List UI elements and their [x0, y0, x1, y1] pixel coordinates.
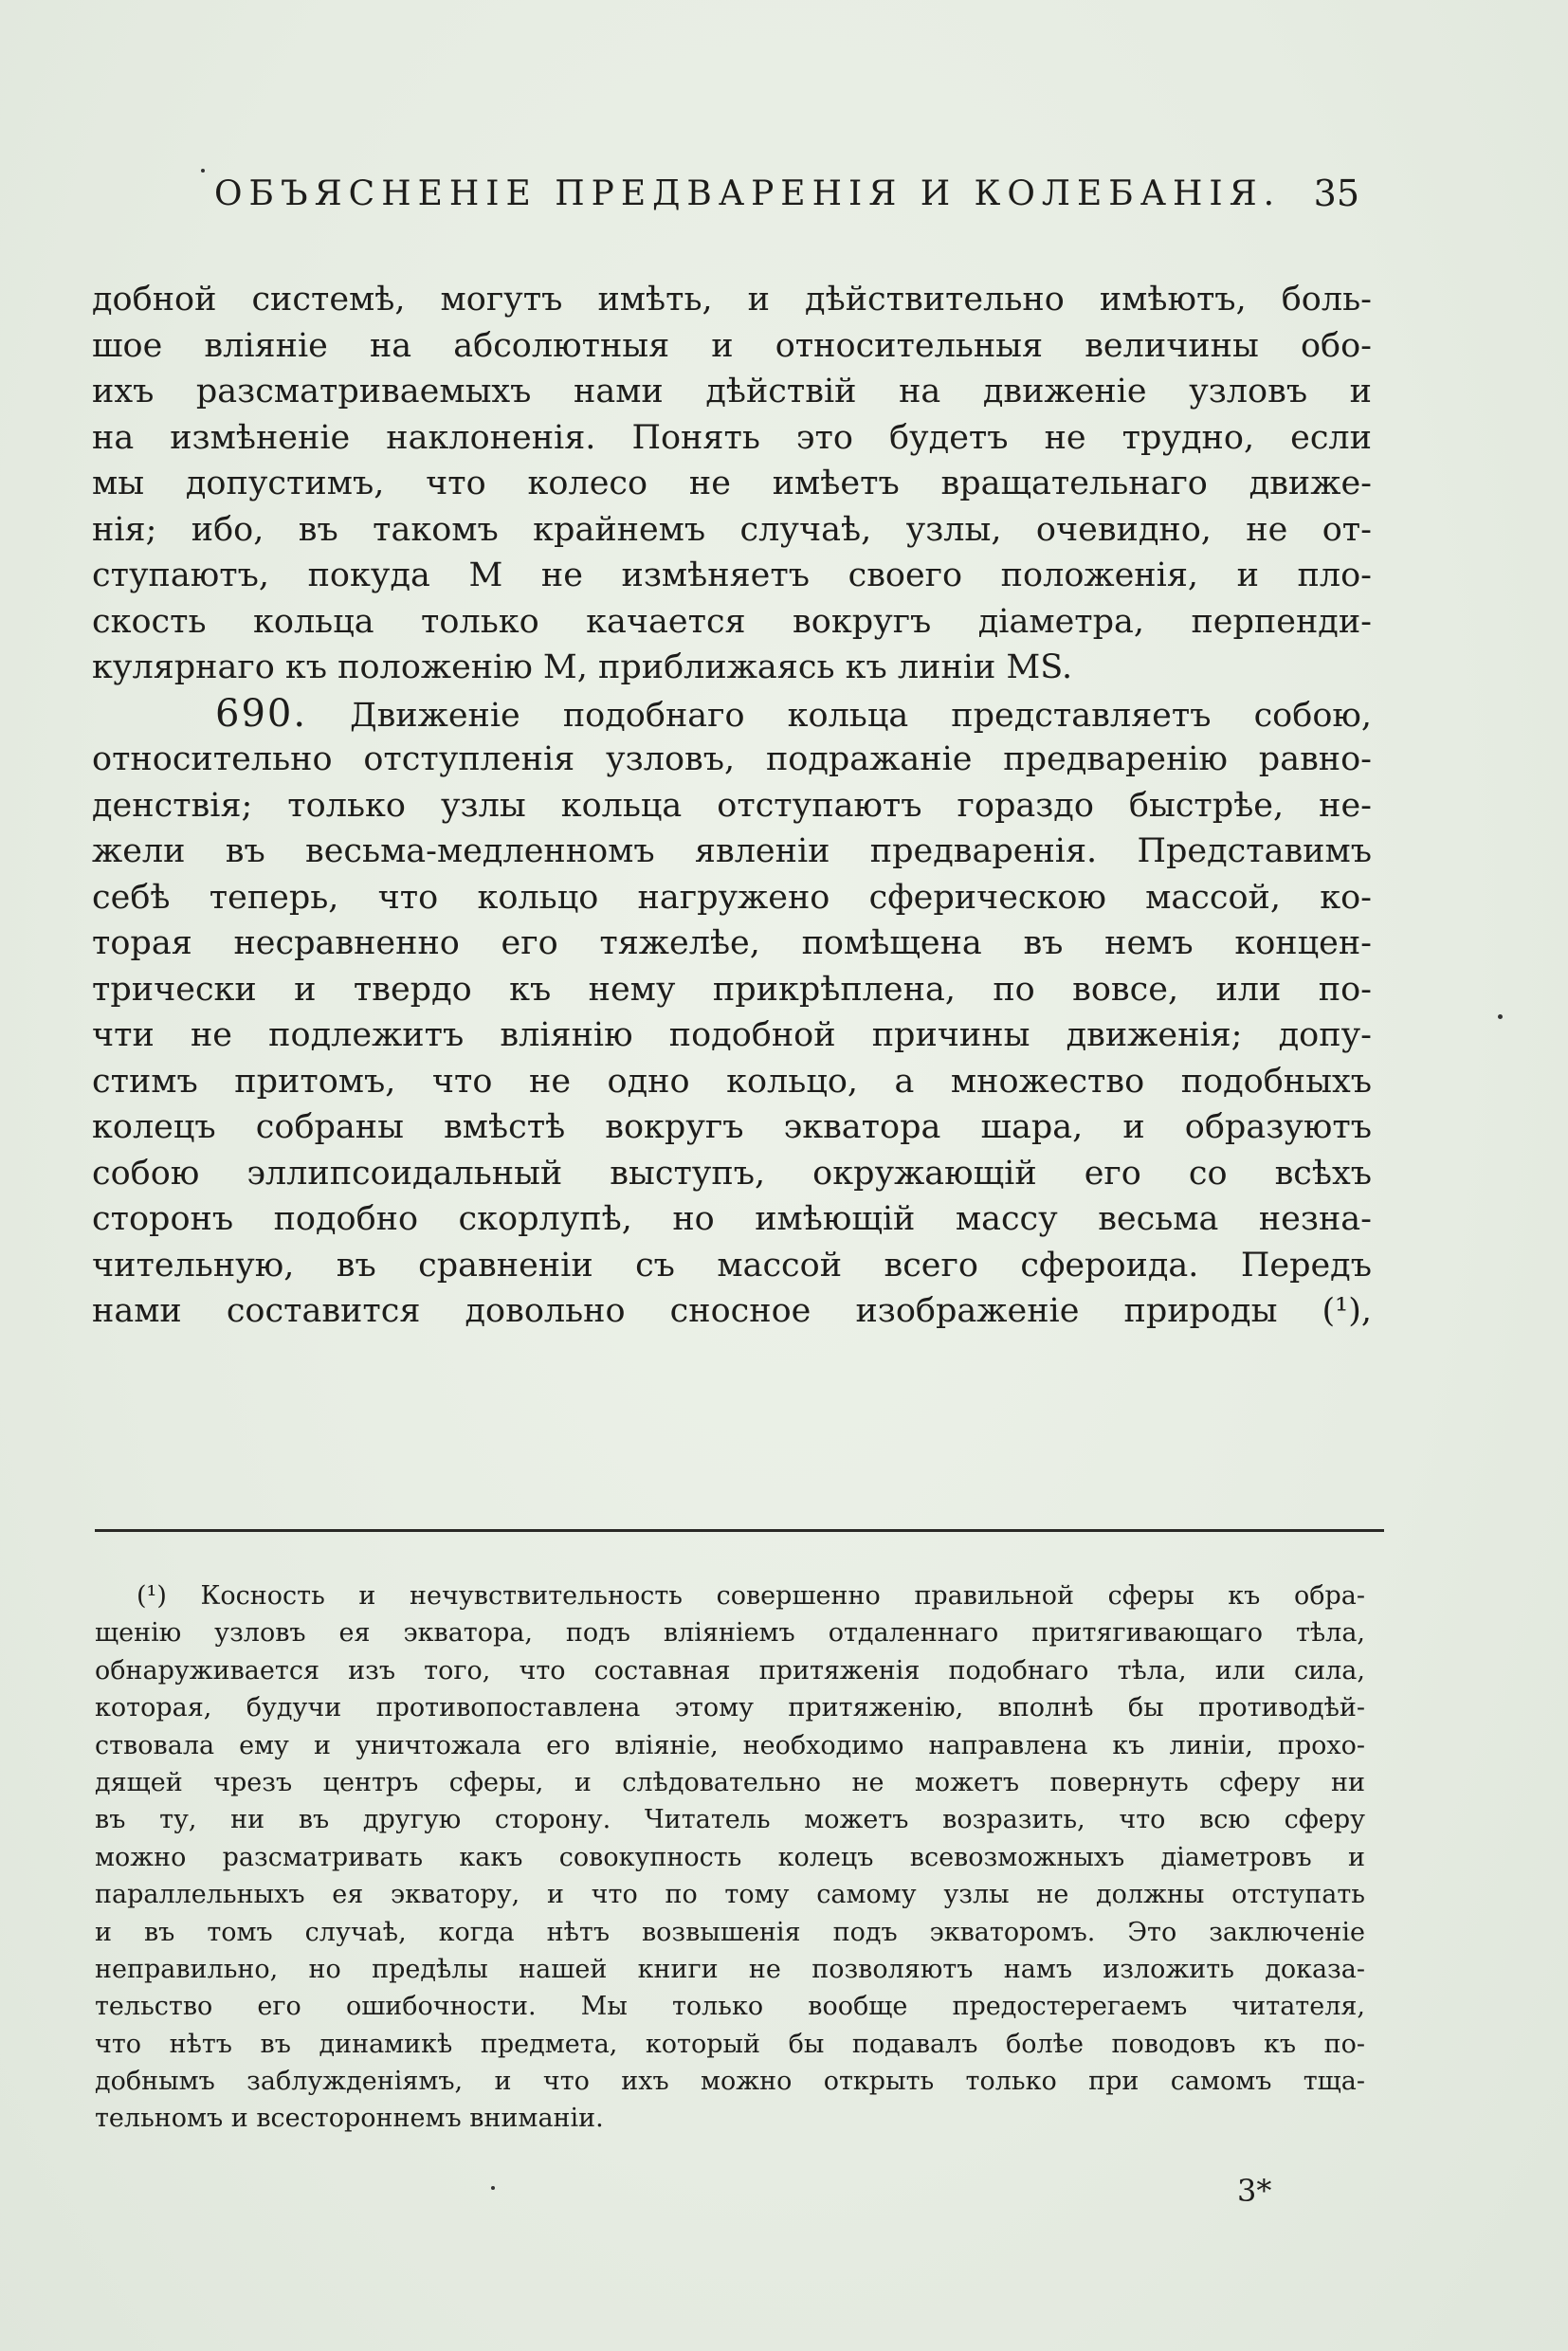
footnote-line: тельномъ и всестороннемъ вниманіи.	[95, 2104, 604, 2134]
text-line: себѣ теперь, что кольцо нагружено сферическою массой, ко-	[92, 878, 1372, 917]
footnote	[95, 1577, 1365, 2138]
text-line: на измѣненіе наклоненія. Понять это будетъ не трудно, если	[92, 418, 1372, 457]
footnote-line: (¹) Косность и нечувствительность совершенно правильной сферы къ обра-	[137, 1581, 1365, 1611]
text-line: чти не подлежитъ вліянію подобной причины движенія; допу-	[92, 1016, 1372, 1054]
paragraph-number: 690.	[215, 691, 308, 736]
text-line: ихъ разсматриваемыхъ нами дѣйствій на движеніе узловъ и	[92, 373, 1372, 410]
footnote-line: параллельныхъ ея экватору, и что по тому самому узлы не должны отступать	[95, 1880, 1365, 1910]
text-line: кулярнаго къ положенію М, приближаясь къ линіи MS.	[92, 648, 1073, 686]
paragraph-first-line	[92, 691, 1372, 738]
text-line: денствія; только узлы кольца отступаютъ гораздо быстрѣе, не-	[92, 786, 1372, 825]
footnote-line: дящей чрезъ центръ сферы, и слѣдовательно не можетъ повернуть сферу ни	[95, 1767, 1365, 1797]
paper-speck	[491, 2186, 495, 2190]
text-line: относительно отступленія узловъ, подражаніе предваренію равно-	[92, 740, 1372, 778]
footnote-line: добнымъ заблужденіямъ, и что ихъ можно открыть только при самомъ тща-	[95, 2067, 1365, 2097]
footnote-line: неправильно, но предѣлы нашей книги не позволяютъ намъ изложить доказа-	[95, 1954, 1365, 1984]
text-line: стимъ притомъ, что не одно кольцо, а множество подобныхъ	[92, 1062, 1372, 1101]
footnote-line: и въ томъ случаѣ, когда нѣтъ возвышенія подъ экваторомъ. Это заключеніе	[95, 1917, 1365, 1947]
text-line: добной системѣ, могутъ имѣть, и дѣйствительно имѣютъ, боль-	[92, 281, 1372, 319]
paragraph-first-line-text: Движеніе подобнаго кольца представляетъ собою,	[350, 696, 1372, 735]
footnote-line: ствовала ему и уничтожала его вліяніе, необходимо направлена къ линіи, прохо-	[95, 1730, 1365, 1760]
footnote-line: что нѣтъ въ динамикѣ предмета, который бы подавалъ болѣе поводовъ къ по-	[95, 2029, 1365, 2059]
footnote-line: щенію узловъ ея экватора, подъ вліяніемъ отдаленнаго притягивающаго тѣла,	[95, 1618, 1365, 1649]
paper-speck	[1498, 1014, 1503, 1019]
body-text	[92, 277, 1372, 1335]
running-title: ОБЪЯСНЕНІЕ ПРЕДВАРЕНІЯ И КОЛЕБАНІЯ.	[214, 174, 1282, 213]
footnote-line: въ ту, ни въ другую сторону. Читатель можетъ возразить, что всю сферу	[95, 1805, 1365, 1835]
text-line: жели въ весьма-медленномъ явленіи предваренія. Представимъ	[92, 832, 1372, 870]
signature-mark: 3*	[1237, 2173, 1272, 2209]
footnote-line: тельство его ошибочности. Мы только вообще предостерегаемъ читателя,	[95, 1992, 1365, 2022]
text-line: чительную, въ сравненіи съ массой всего сфероида. Передъ	[92, 1246, 1372, 1285]
text-line: скость кольца только качается вокругъ діаметра, перпенди-	[92, 602, 1372, 641]
text-line: сторонъ подобно скорлупѣ, но имѣющій массу весьма незна-	[92, 1200, 1372, 1238]
text-line: колецъ собраны вмѣстѣ вокругъ экватора шара, и образуютъ	[92, 1108, 1372, 1146]
paper-speck	[201, 169, 205, 173]
footnote-line: которая, будучи противопоставлена этому притяженію, вполнѣ бы противодѣй-	[95, 1693, 1365, 1723]
text-line: трически и твердо къ нему прикрѣплена, по вовсе, или по-	[92, 970, 1372, 1009]
footnote-line: обнаруживается изъ того, что составная притяженія подобнаго тѣла, или сила,	[95, 1655, 1365, 1686]
text-line: ступаютъ, покуда М не измѣняетъ своего положенія, и пло-	[92, 556, 1372, 594]
text-line: нами составится довольно сносное изображеніе природы (¹),	[92, 1292, 1372, 1330]
text-line: нія; ибо, въ такомъ крайнемъ случаѣ, узлы, очевидно, не от-	[92, 510, 1372, 549]
page-header	[199, 169, 1375, 226]
text-line: собою эллипсоидальный выступъ, окружающій его со всѣхъ	[92, 1154, 1372, 1193]
footnote-divider	[95, 1529, 1384, 1532]
footnote-line: можно разсматривать какъ совокупность колецъ всевозможныхъ діаметровъ и	[95, 1842, 1365, 1872]
page-number: 35	[1313, 173, 1359, 214]
text-line: торая несравненно его тяжелѣе, помѣщена въ немъ концен-	[92, 924, 1372, 962]
text-line: мы допустимъ, что колесо не имѣетъ вращательнаго движе-	[92, 465, 1372, 502]
text-line: шое вліяніе на абсолютныя и относительныя величины обо-	[92, 326, 1372, 365]
